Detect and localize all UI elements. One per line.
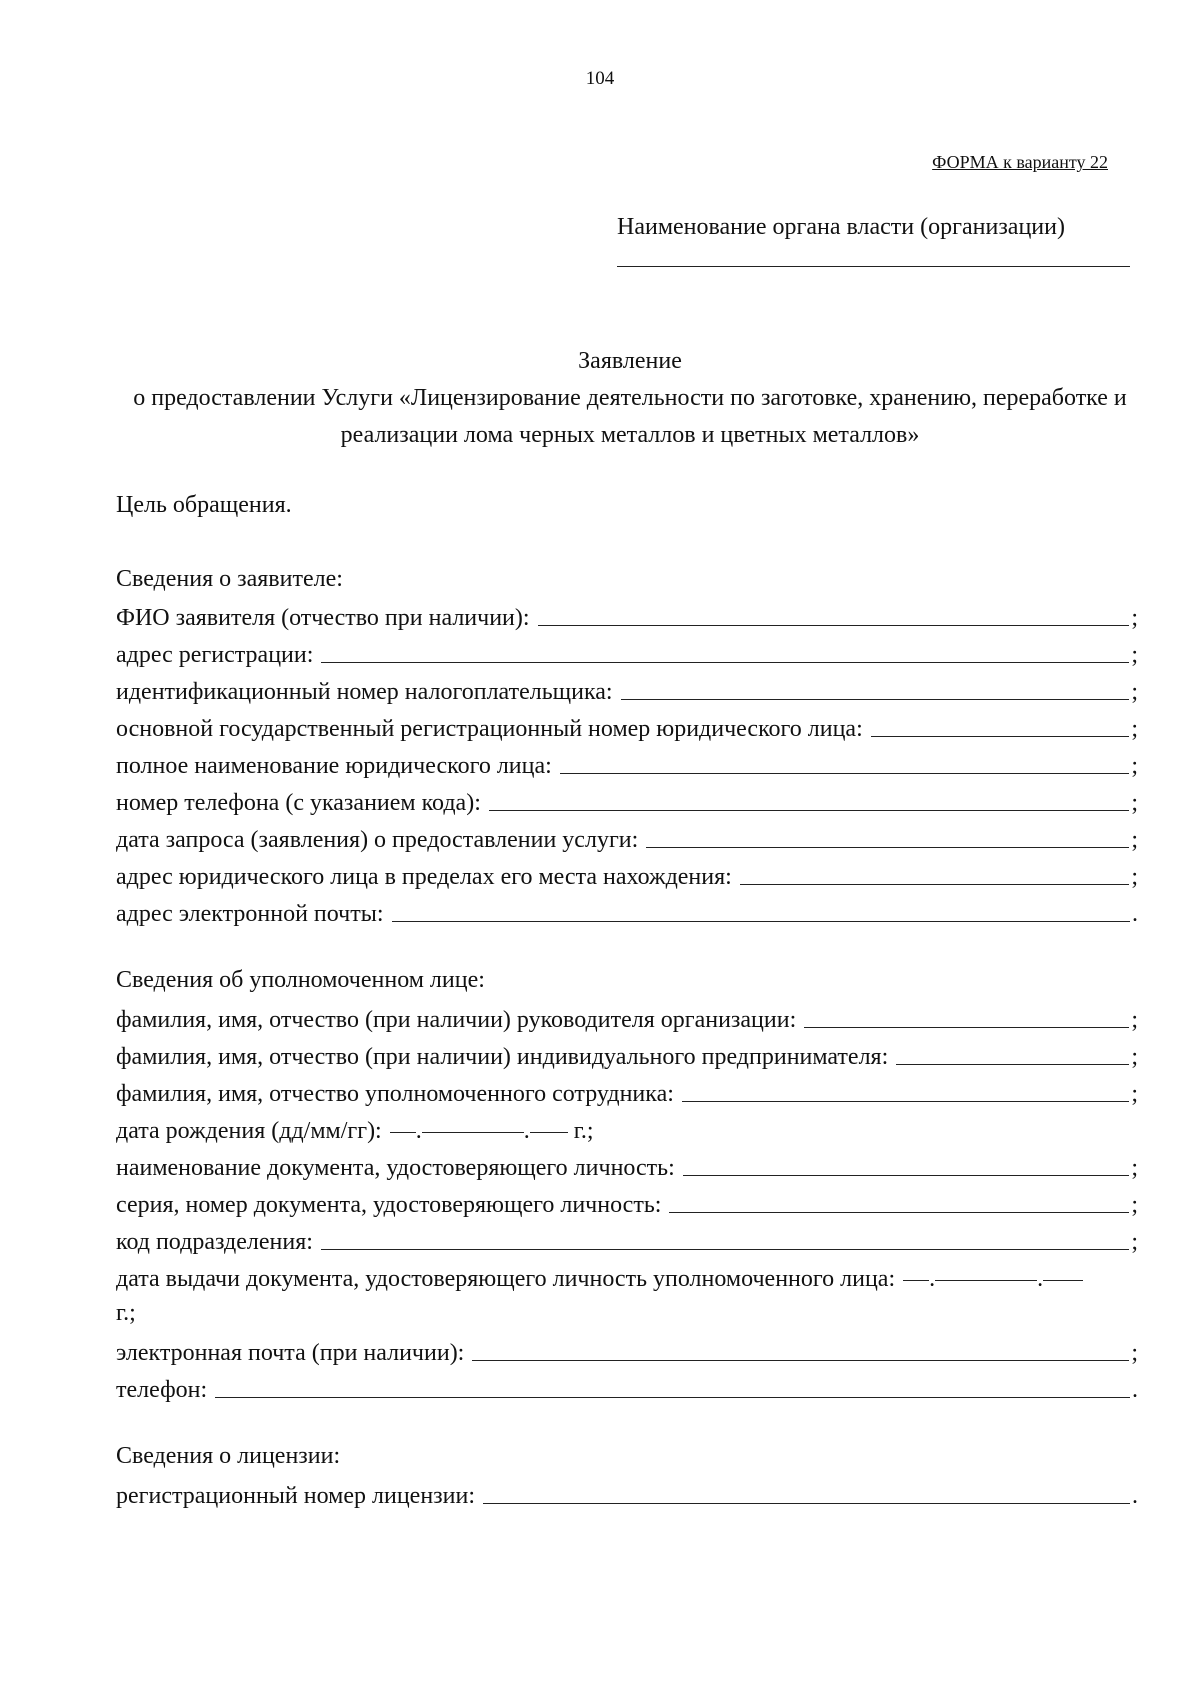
document-subtitle-line-2: реализации лома черных металлов и цветных металлов» (340, 422, 920, 448)
form-row-legal-address (116, 857, 1138, 891)
form-row-applicant-fio (116, 598, 1138, 632)
field-label: электронная почта (при наличии): (116, 1340, 465, 1366)
form-row-request-date (116, 820, 1138, 854)
row-terminator: ; (1131, 1044, 1138, 1070)
page-number: 104 (585, 68, 615, 89)
input-line[interactable] (669, 1212, 1129, 1213)
document-subtitle-line-1: о предоставлении Услуги «Лицензирование деятельности по заготовке, хранению, переработке и (133, 385, 1127, 411)
form-row-id-document-name (116, 1148, 1138, 1182)
input-line[interactable] (538, 625, 1130, 626)
form-row-registration-address (116, 635, 1138, 669)
input-line[interactable] (321, 662, 1129, 663)
field-label: фамилия, имя, отчество (при наличии) руководителя организации: (116, 1007, 797, 1033)
field-label: ФИО заявителя (отчество при наличии): (116, 605, 530, 631)
form-row-employee-fio (116, 1074, 1138, 1108)
input-line[interactable] (392, 921, 1131, 922)
input-line[interactable] (560, 773, 1130, 774)
form-row-division-code (116, 1222, 1138, 1256)
row-terminator: ; (1131, 1340, 1138, 1366)
field-label: полное наименование юридического лица: (116, 753, 552, 779)
authority-label: Наименование органа власти (организации) (617, 214, 1065, 240)
form-variant-label: ФОРМА к варианту 22 (932, 152, 1108, 172)
field-label: основной государственный регистрационный номер юридического лица: (116, 716, 863, 742)
field-label: адрес электронной почты: (116, 901, 384, 927)
issue-date-suffix: г.; (116, 1300, 136, 1326)
form-row-issue-date (116, 1259, 1138, 1293)
field-label: фамилия, имя, отчество уполномоченного сотрудника: (116, 1081, 674, 1107)
row-terminator: ; (1131, 1229, 1138, 1255)
input-line[interactable] (472, 1360, 1129, 1361)
field-label: адрес юридического лица в пределах его места нахождения: (116, 864, 732, 890)
field-label: дата выдачи документа, удостоверяющего личность уполномоченного лица: (116, 1266, 896, 1292)
field-label: номер телефона (с указанием кода): (116, 790, 481, 816)
input-line[interactable] (321, 1249, 1129, 1250)
row-terminator: ; (1131, 753, 1138, 779)
row-terminator: . (1132, 1483, 1138, 1509)
input-line[interactable] (871, 736, 1130, 737)
field-label: дата рождения (дд/мм/гг): (116, 1118, 382, 1144)
input-line[interactable] (740, 884, 1130, 885)
row-terminator: . (1132, 1377, 1138, 1403)
birth-year-input[interactable] (530, 1132, 568, 1133)
input-line[interactable] (683, 1175, 1130, 1176)
form-row-birth-date (116, 1111, 1138, 1145)
form-row-head-fio (116, 1000, 1138, 1034)
date-suffix: г.; (573, 1118, 594, 1144)
date-separator: . (1037, 1266, 1044, 1292)
date-separator: . (523, 1118, 530, 1144)
form-row-inn (116, 672, 1138, 706)
input-line[interactable] (489, 810, 1129, 811)
field-label: фамилия, имя, отчество (при наличии) индивидуального предпринимателя: (116, 1044, 889, 1070)
row-terminator: ; (1131, 642, 1138, 668)
form-row-email (116, 894, 1138, 928)
row-terminator: ; (1131, 1007, 1138, 1033)
row-terminator: ; (1131, 605, 1138, 631)
issue-day-input[interactable] (903, 1280, 929, 1281)
input-line[interactable] (896, 1064, 1129, 1065)
purpose-label: Цель обращения. (116, 492, 292, 518)
date-separator: . (415, 1118, 422, 1144)
field-label: код подразделения: (116, 1229, 313, 1255)
input-line[interactable] (804, 1027, 1129, 1028)
birth-month-input[interactable] (422, 1132, 524, 1133)
row-terminator: ; (1131, 679, 1138, 705)
form-row-rep-email (116, 1333, 1138, 1367)
row-terminator: ; (1131, 827, 1138, 853)
license-heading: Сведения о лицензии: (116, 1443, 341, 1469)
input-line[interactable] (621, 699, 1130, 700)
form-row-legal-name (116, 746, 1138, 780)
field-label: адрес регистрации: (116, 642, 314, 668)
date-separator: . (929, 1266, 936, 1292)
issue-year-input[interactable] (1043, 1280, 1083, 1281)
field-label: серия, номер документа, удостоверяющего личность: (116, 1192, 662, 1218)
field-label: наименование документа, удостоверяющего личность: (116, 1155, 675, 1181)
row-terminator: ; (1131, 864, 1138, 890)
row-terminator: ; (1131, 1155, 1138, 1181)
input-line[interactable] (646, 847, 1129, 848)
representative-heading: Сведения об уполномоченном лице: (116, 967, 485, 993)
form-row-ogrn (116, 709, 1138, 743)
input-line[interactable] (682, 1101, 1129, 1102)
issue-month-input[interactable] (935, 1280, 1037, 1281)
row-terminator: ; (1131, 1192, 1138, 1218)
row-terminator: ; (1131, 790, 1138, 816)
document-title: Заявление (578, 348, 682, 374)
field-label: идентификационный номер налогоплательщика: (116, 679, 613, 705)
field-label: регистрационный номер лицензии: (116, 1483, 475, 1509)
form-row-phone (116, 783, 1138, 817)
field-label: дата запроса (заявления) о предоставлении услуги: (116, 827, 639, 853)
row-terminator: ; (1131, 1081, 1138, 1107)
form-row-entrepreneur-fio (116, 1037, 1138, 1071)
birth-day-input[interactable] (390, 1132, 416, 1133)
form-row-rep-phone (116, 1370, 1138, 1404)
form-row-id-document-number (116, 1185, 1138, 1219)
authority-input-line[interactable] (617, 266, 1130, 267)
applicant-heading: Сведения о заявителе: (116, 566, 343, 592)
field-label: телефон: (116, 1377, 208, 1403)
row-terminator: . (1132, 901, 1138, 927)
form-row-license-number (116, 1476, 1138, 1510)
input-line[interactable] (215, 1397, 1130, 1398)
row-terminator: ; (1131, 716, 1138, 742)
input-line[interactable] (483, 1503, 1130, 1504)
